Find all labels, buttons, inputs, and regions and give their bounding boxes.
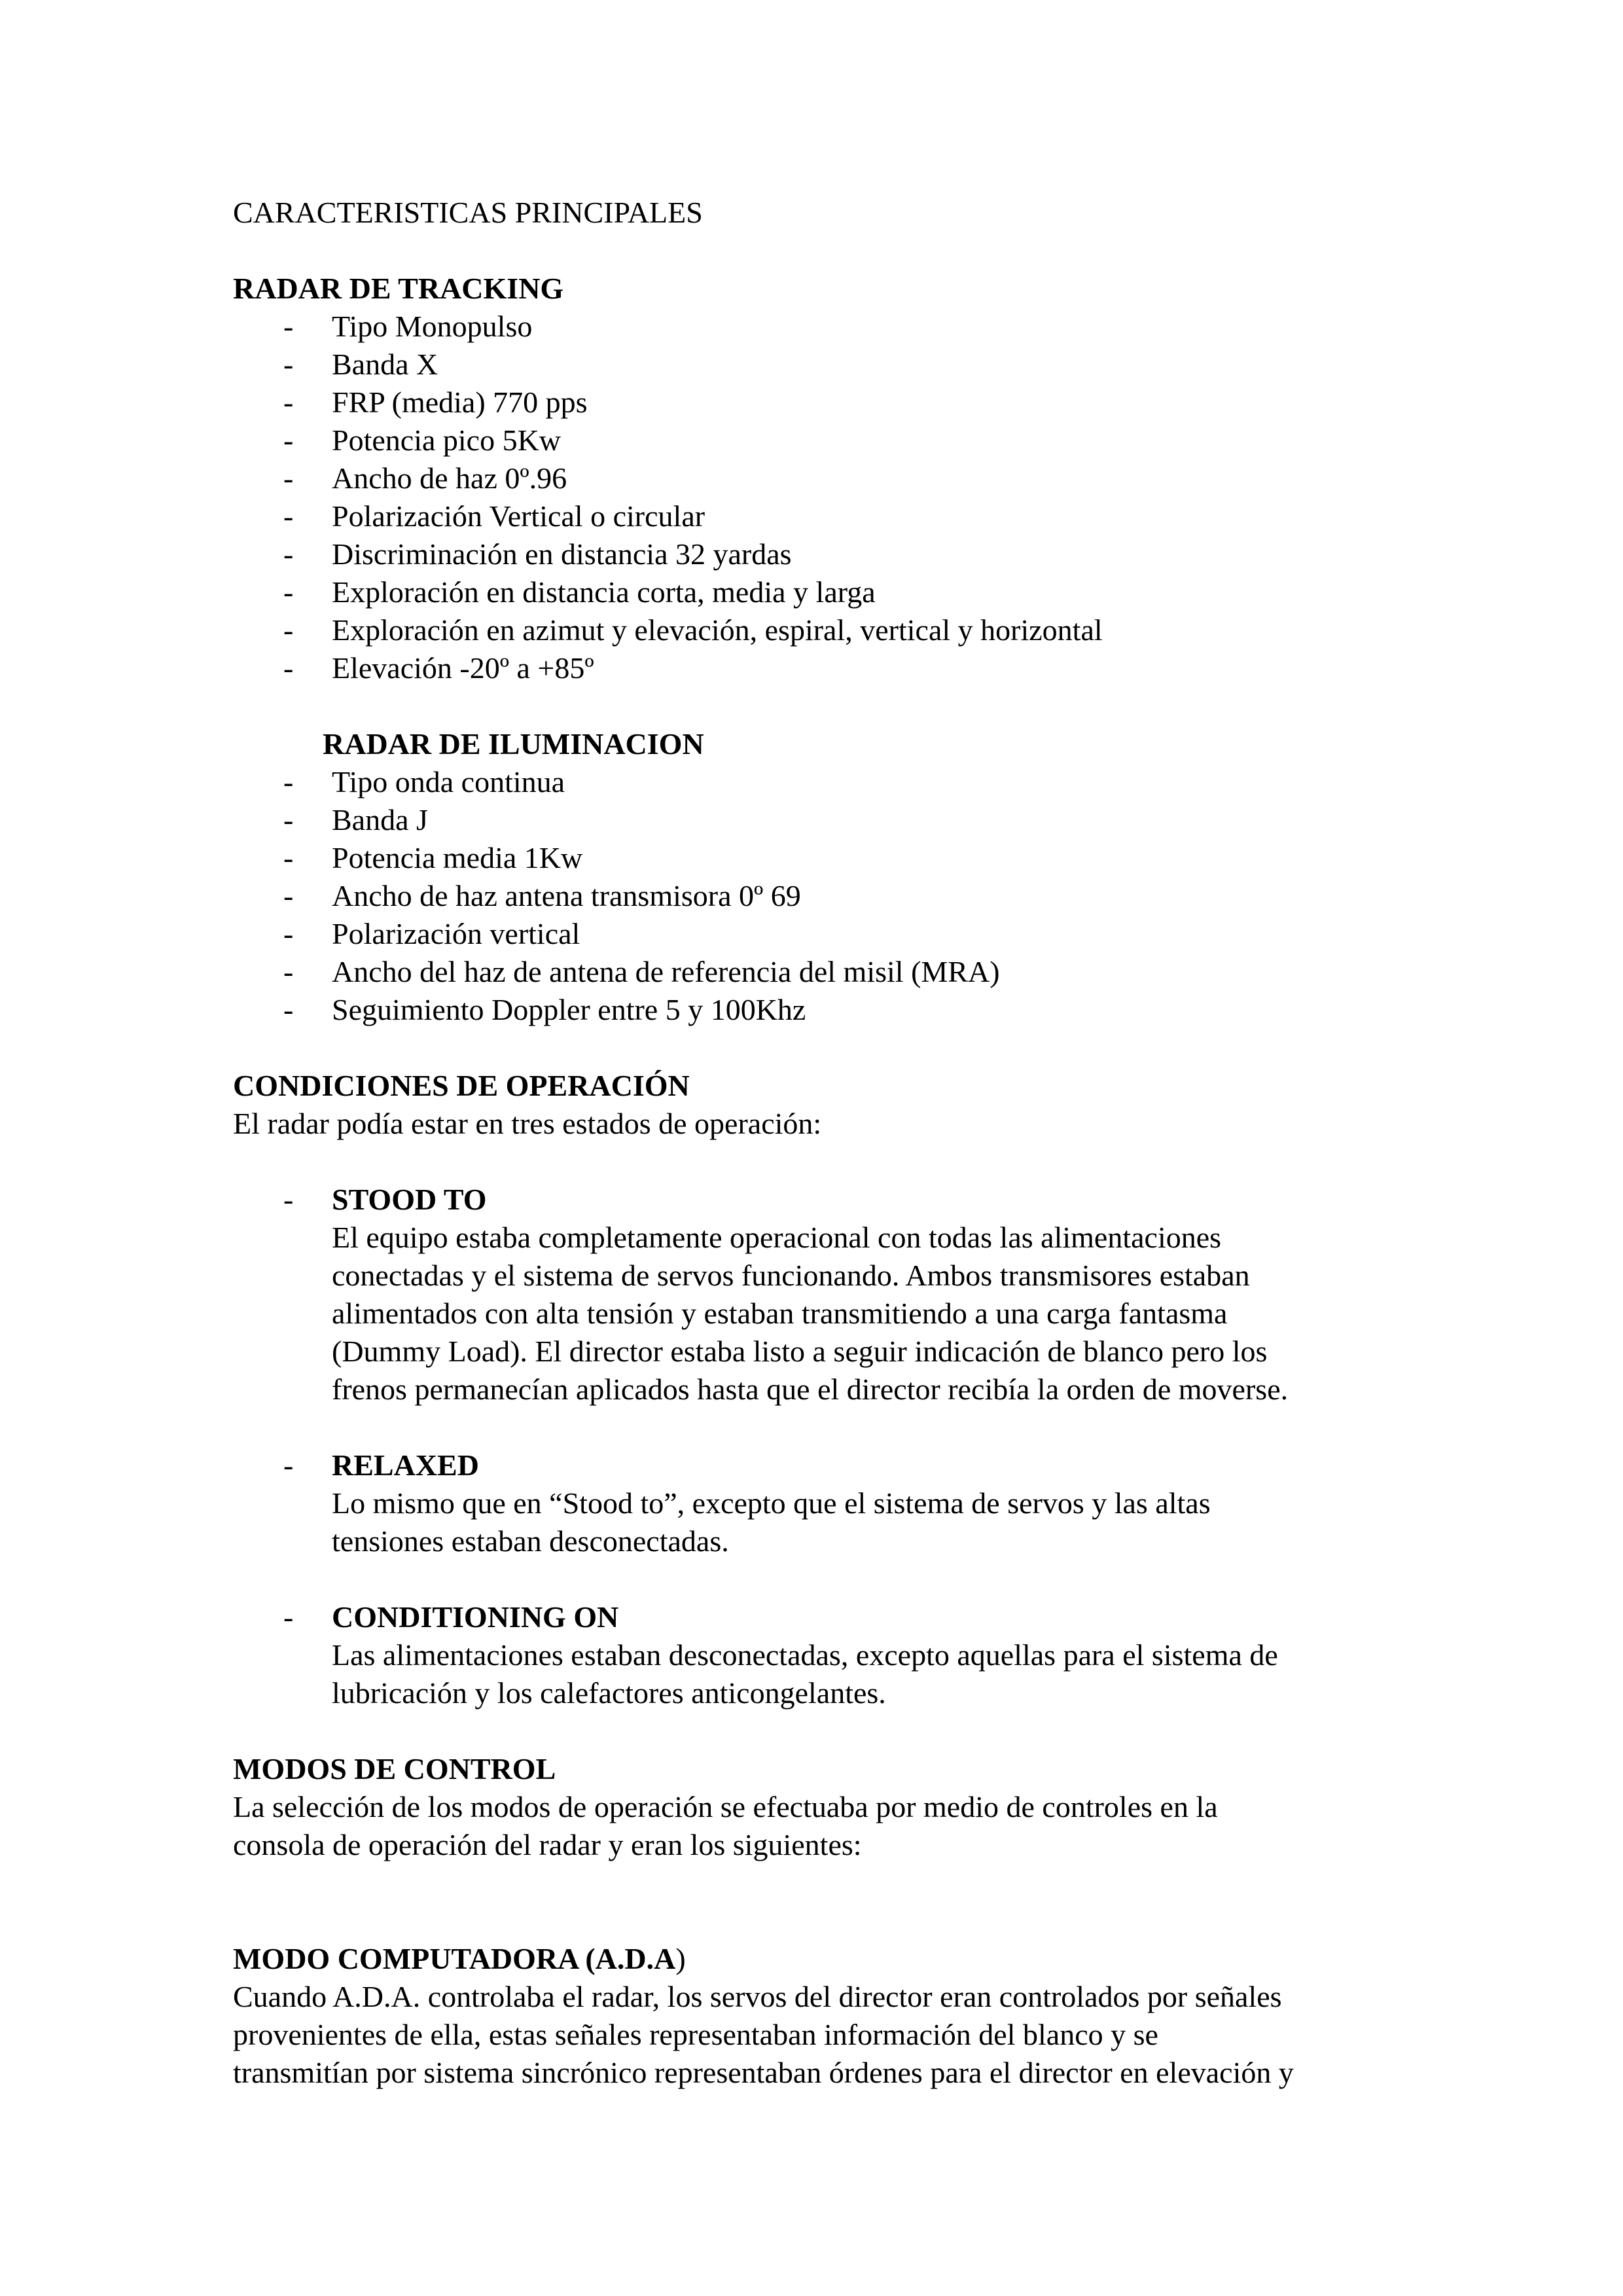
list-dash: - [283,613,294,647]
control-modes-line: La selección de los modos de operación se efectuaba por medio de controles en la [233,1790,1218,1823]
list-item: Banda X [332,348,438,381]
list-item: Exploración en azimut y elevación, espiral, vertical y horizontal [332,613,1103,647]
conditions-heading: CONDICIONES DE OPERACIÓN [233,1069,690,1102]
list-dash: - [283,423,294,457]
list-dash: - [283,386,294,419]
list-dash: - [283,993,294,1026]
list-dash: - [283,499,294,533]
computer-mode-line: Cuando A.D.A. controlaba el radar, los servos del director eran controlados por señales [233,1980,1282,2013]
computer-mode-heading-text: MODO COMPUTADORA (A.D.A [233,1942,676,1975]
list-dash: - [283,917,294,950]
list-dash: - [283,348,294,381]
state-text-line: lubricación y los calefactores anticongelantes. [332,1676,886,1710]
list-dash: - [283,1448,294,1482]
list-item: Tipo onda continua [332,765,565,798]
list-dash: - [283,310,294,343]
state-text-line: (Dummy Load). El director estaba listo a seguir indicación de blanco pero los [332,1335,1268,1368]
tracking-heading: RADAR DE TRACKING [233,272,564,305]
computer-mode-heading-paren: ) [675,1942,686,1975]
computer-mode-heading [233,1940,686,1978]
state-title: CONDITIONING ON [332,1600,619,1634]
list-item: Potencia pico 5Kw [332,423,562,457]
list-dash: - [283,461,294,495]
state-text-line: Lo mismo que en “Stood to”, excepto que el sistema de servos y las altas [332,1486,1211,1520]
list-dash: - [283,803,294,836]
control-modes-line: consola de operación del radar y eran los siguientes: [233,1828,862,1861]
list-dash: - [283,575,294,609]
conditions-intro: El radar podía estar en tres estados de operación: [233,1107,822,1140]
list-dash: - [283,879,294,912]
state-text-line: Las alimentaciones estaban desconectadas, excepto aquellas para el sistema de [332,1638,1278,1672]
list-item: Seguimiento Doppler entre 5 y 100Khz [332,993,806,1026]
list-item: Potencia media 1Kw [332,841,583,874]
state-text-line: alimentados con alta tensión y estaban transmitiendo a una carga fantasma [332,1297,1228,1330]
state-title: RELAXED [332,1448,479,1482]
main-title: CARACTERISTICAS PRINCIPALES [233,196,703,229]
list-item: Ancho de haz antena transmisora 0º 69 [332,879,801,912]
list-item: FRP (media) 770 pps [332,386,588,419]
state-text-line: conectadas y el sistema de servos funcionando. Ambos transmisores estaban [332,1259,1250,1292]
control-modes-heading: MODOS DE CONTROL [233,1752,556,1785]
list-item: Discriminación en distancia 32 yardas [332,537,792,571]
state-title: STOOD TO [332,1183,487,1216]
list-item: Elevación -20º a +85º [332,651,594,685]
list-item: Exploración en distancia corta, media y larga [332,575,876,609]
list-dash: - [283,1183,294,1216]
list-item: Banda J [332,803,428,836]
list-item: Ancho de haz 0º.96 [332,461,567,495]
state-text-line: tensiones estaban desconectadas. [332,1524,729,1558]
list-dash: - [283,651,294,685]
list-item: Polarización Vertical o circular [332,499,705,533]
list-dash: - [283,537,294,571]
list-dash: - [283,765,294,798]
computer-mode-line: provenientes de ella, estas señales representaban información del blanco y se [233,2018,1158,2051]
list-dash: - [283,1600,294,1634]
list-dash: - [283,955,294,988]
illumination-heading: RADAR DE ILUMINACION [323,727,704,761]
computer-mode-line: transmitían por sistema sincrónico representaban órdenes para el director en elevación y [233,2056,1294,2089]
list-item: Ancho del haz de antena de referencia del misil (MRA) [332,955,1000,988]
list-item: Polarización vertical [332,917,580,950]
state-text-line: frenos permanecían aplicados hasta que el director recibía la orden de moverse. [332,1372,1289,1406]
list-item: Tipo Monopulso [332,310,533,343]
list-dash: - [283,841,294,874]
state-text-line: El equipo estaba completamente operacional con todas las alimentaciones [332,1221,1222,1254]
